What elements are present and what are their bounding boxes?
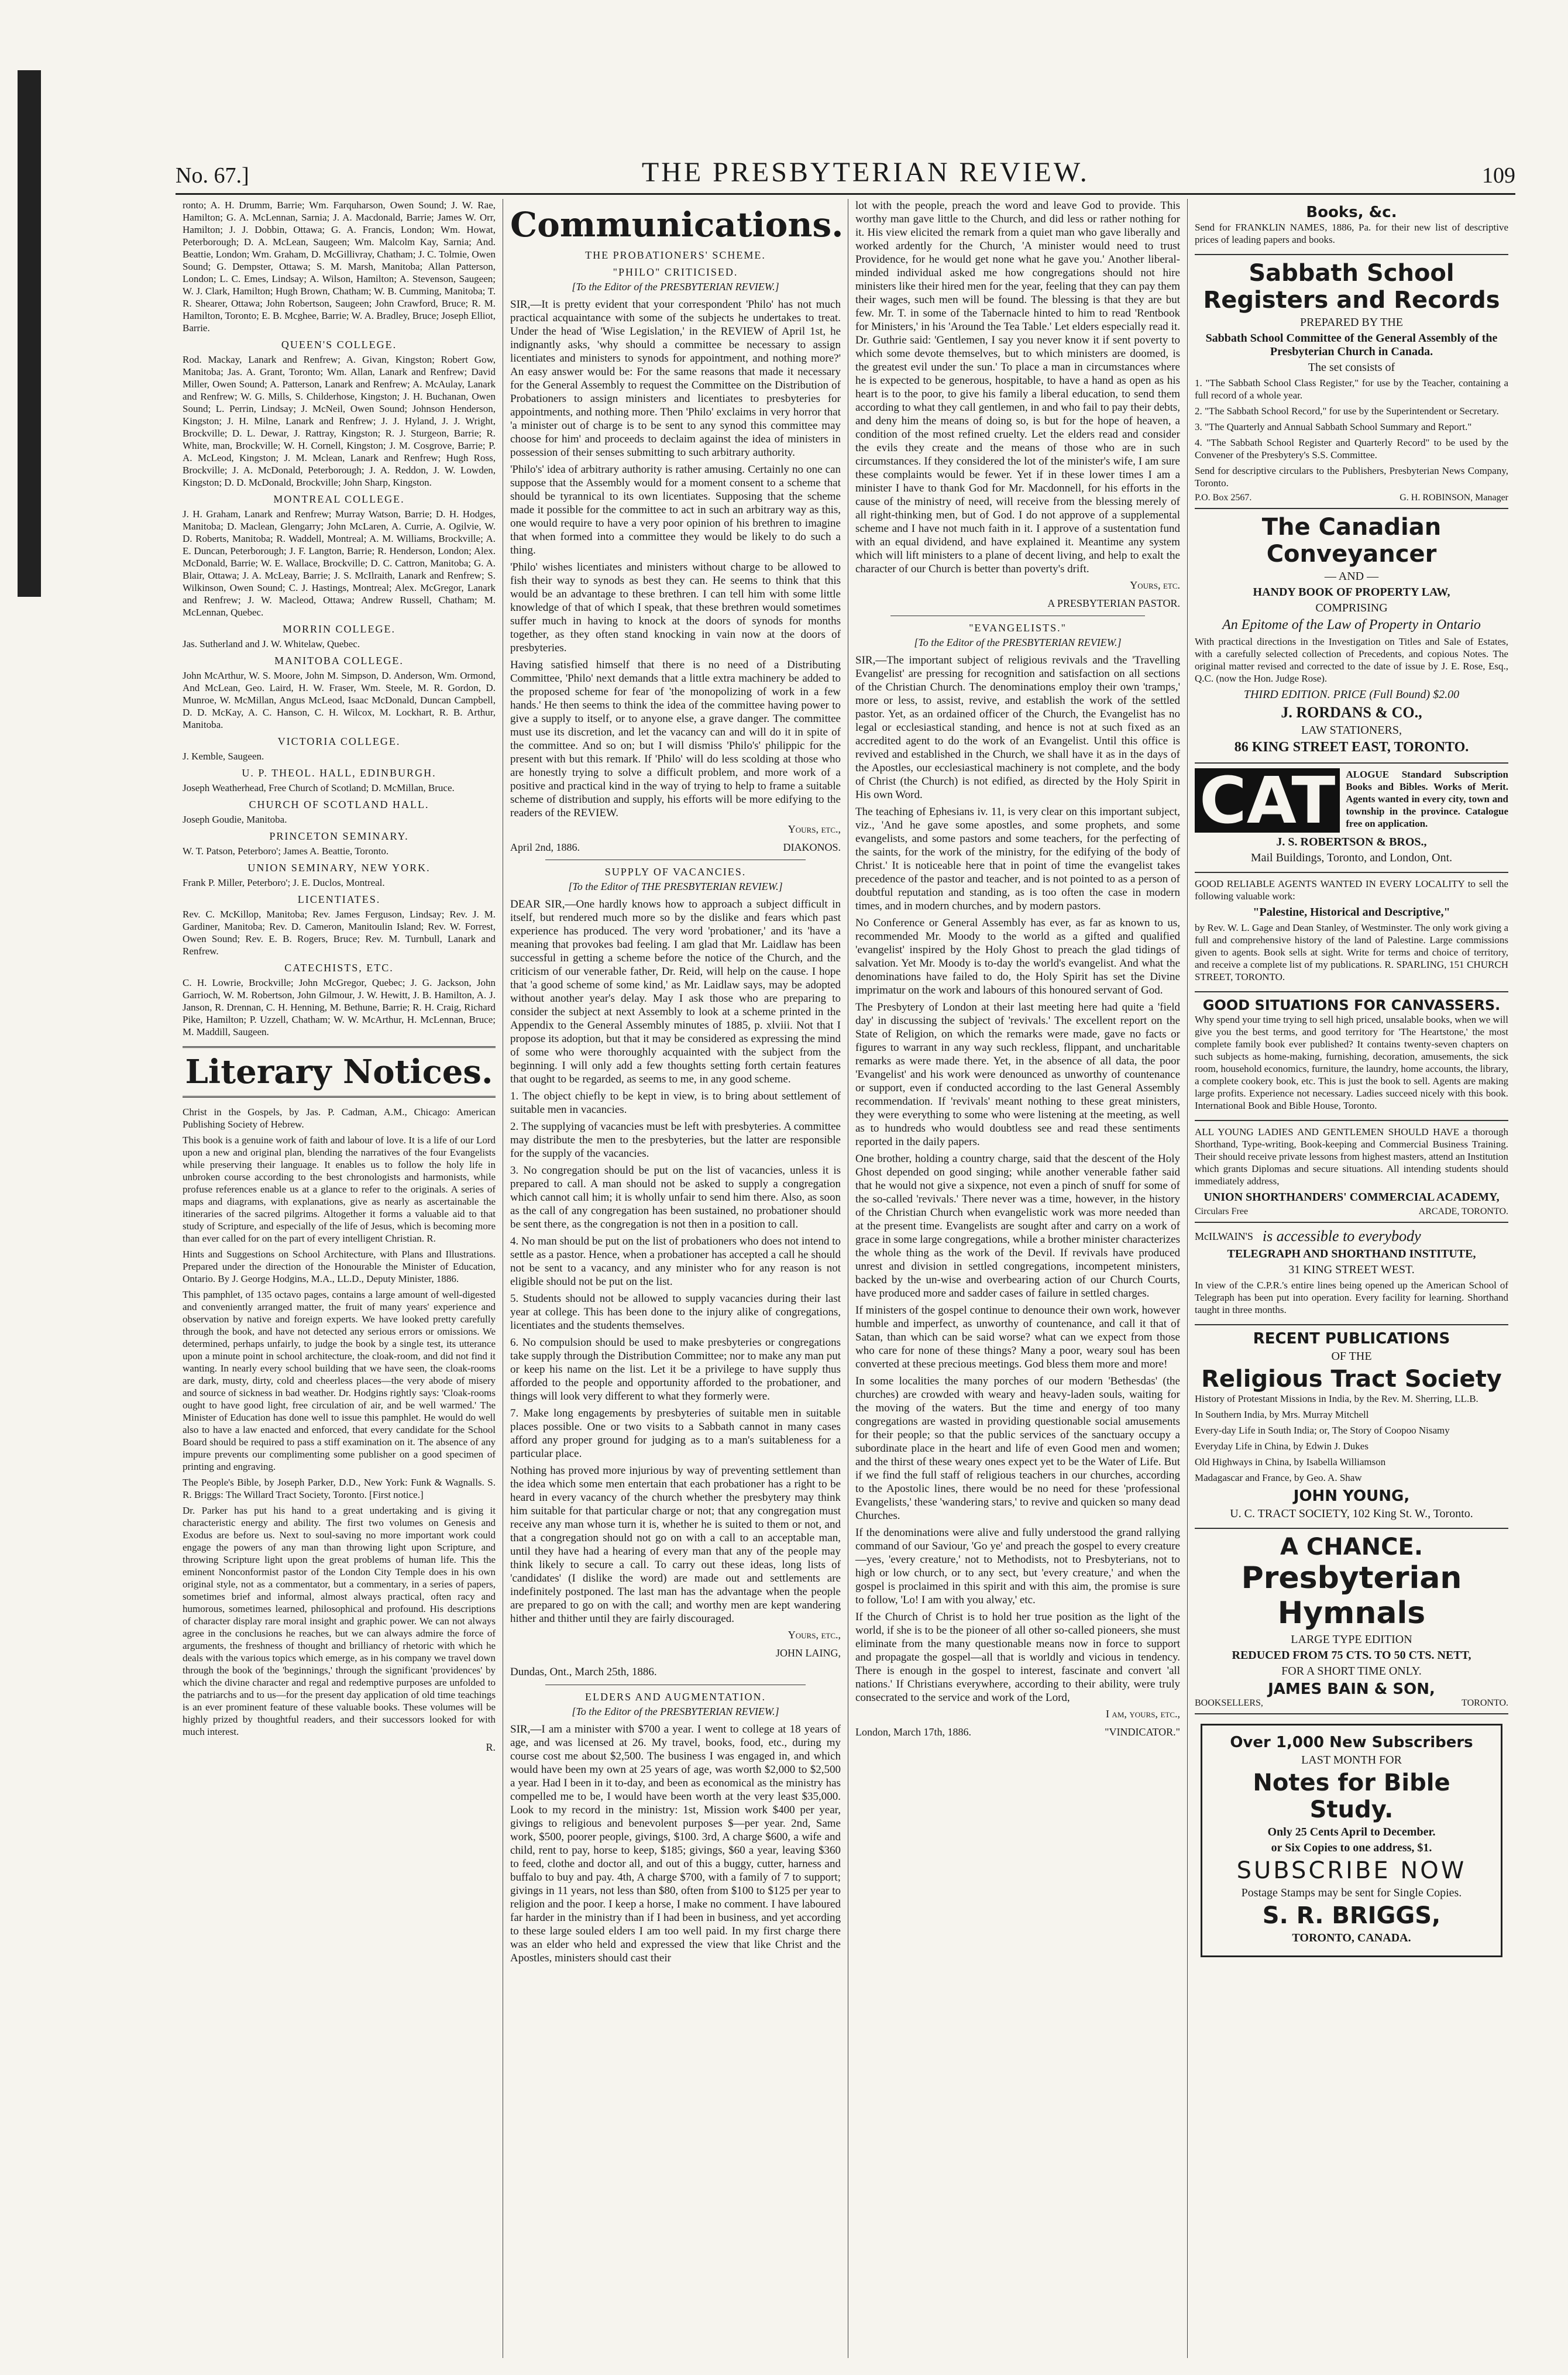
cc-epitome: An Epitome of the Law of Property in Ontario [1222,617,1481,633]
article-date: April 2nd, 1886. [510,841,580,853]
review-text: Dr. Parker has put his hand to a great undertaking and is giving it characteristic energy and ability. The first two volumes on Genesis and Exodus are before us. Next to soul-saving no more important work could engage the powers of any man than throwing light upon Scripture, and throwing Scripture light upon the great problems of human life. This the eminent Nonconformist pastor of the London City Temple does in his own original style, not as a commentator, but a commentary, in a series of papers, sometimes brief and informal, almost always practical, often racy and humorous, sometimes learned, philosophical and profound. His descriptions of character display rare moral insight and graphic power. We can not always agree in the conclusions he reaches, but we can always admire the force of arguments, the freshness of thought and brilliancy of rhetoric with which he deals with the various topics which emerge, as in his company we travel down through the book of the 'beginnings,' through the significant 'providences' by which the divine character and regal and redemptive purposes are unfolded to the patriarchs and to us—for the present day application of old time teachings is an ever prominent feature of these valuable books. These volumes will be highly prized by thoughtful readers, and their successors looked for with much interest. [183,1505,496,1737]
article-text: No Conference or General Assembly has ever, as far as known to us, recommended Mr. Moody to the world as a gifted and qualified 'evangelist' inspired by the Holy Ghost to preach the glad tidings of salvation. Yet Mr. Moody is to-day the world's evangelist. And what the denominations have failed to do, the Holy Spirit has set the Divine imprimatur on the work and labours of this honoured servant of God. [855,917,1180,996]
jy-name: JOHN YOUNG, [1293,1487,1410,1505]
catalogue-ad [1195,764,1508,873]
agents-title: GOOD RELIABLE AGENTS WANTED IN EVERY LOCALITY to sell the following valuable work: [1195,878,1508,902]
mc-body: In view of the C.P.R.'s entire lines being opened up the American School of Telegraph has been put into operation. Every facility for learning. Shorthand taught in three months. [1195,1280,1508,1315]
ph-large: LARGE TYPE EDITION [1291,1633,1412,1646]
hymnal-ad [1195,1529,1508,1714]
books-ad [1195,199,1508,255]
list-text: W. T. Patson, Peterboro'; James A. Beattie, Toronto. [183,845,389,857]
cc-edition: THIRD EDITION. PRICE (Full Bound) $2.00 [1243,688,1460,701]
article-subtitle: "PHILO" CRITICISED. [613,266,738,278]
box-postage: Postage Stamps may be sent for Single Copies. [1241,1886,1462,1899]
column-1 [176,199,503,2358]
ssr-prepared: PREPARED BY THE [1300,316,1403,329]
section-heading: LICENTIATES. [297,893,381,905]
agents-body: by Rev. W. L. Gage and Dean Stanley, of Westminster. The only work giving a full and comprehensive history of the land of Palestine. Large commissions given to agents. Book sells at sight. Write for terms and choice of territory, and receive a complete list of my publications. R. SPARLING, 151 CHURCH STREET, TORONTO. [1195,922,1508,982]
article-text: 4. No man should be put on the list of probationers who does not intend to settle as a pastor. Hence, when a probationer has accepted a call he should not be sent to a vacancy, and any minister who for any reason is not eligible should not be put on the list. [510,1235,841,1288]
gs-title: GOOD SITUATIONS FOR CANVASSERS. [1202,997,1501,1013]
list-text: C. H. Lowrie, Brockville; John McGregor, Quebec; J. G. Jackson, John Garrioch, W. M. Robertson, John Gilmour, J. W. Hewitt, J. B. Hamilton, A. J. Janson, R. Drennan, C. H. Henning, M. Bethune, Barrie; R. H. Craig, Richard Pike, Hamilton; P. Uzzell, Chatham; W. W. McArthur, H. McLennan, Bruce; M. Maddill, Saugeen. [183,977,496,1037]
gs-body: Why spend your time trying to sell high priced, unsalable books, when we will give you the best terms, and good territory for 'The Heartstone,' the most complete family book ever published? It contains twenty-seven chapters on such subjects as home-making, furnishing, decoration, amusements, the sick room, household economics, furniture, the laundry, home accounts, the library, a complete cookery book, etc. This is just the book to sell. Agents are making large profits. Experience not necessary. Ladies succeed nicely with this book. International Book and Bible House, Toronto. [1195,1014,1508,1111]
article-title: ELDERS AND AUGMENTATION. [584,1691,766,1703]
ssr-note: Send for descriptive circulars to the Publishers, Presbyterian News Company, Toronto. [1195,465,1508,489]
sabbath-school-ad [1195,255,1508,509]
article-title: SUPPLY OF VACANCIES. [604,866,747,878]
newspaper-page [176,158,1515,2358]
subscribers-box [1201,1724,1502,1957]
jy-address: U. C. TRACT SOCIETY, 102 King St. W., Toronto. [1230,1507,1473,1520]
article-text: DEAR SIR,—One hardly knows how to approach a subject difficult in itself, but rendered much more so by the dislike and fears which past experience has produced. The very word 'probationer,' and its 'have a meaning that provokes bad feeling. I am glad that Mr. Laidlaw has been successful in getting a scheme before the notice of the Church, and the criticism of our venerable father, Dr. Reid, will help on the cause. I hope that 'a good scheme of some kind,' as Mr. Laidlaw says, may be adopted without another year's delay. May I ask those who are preparing to consider the subject at next Assembly to look at a scheme printed in the Appendix to the General Assembly minutes of 1885, p. xlviii. Not that I propose its adoption, but that it may be considered as expressing the mind of some who were thoroughly acquainted with the subject from the beginning. I will only add a few thoughts setting forth certain features that ought to be regarded, as seems to me, in any good scheme. [510,898,841,1085]
list-text: ronto; A. H. Drumm, Barrie; Wm. Farquharson, Owen Sound; J. W. Rae, Hamilton; G. A. McLennan, Sarnia; J. A. Macdonald, Barrie; James W. Orr, Hamilton; J. J. Dobbin, Ottawa; G. A. Francis, London; Wm. Howat, Peterborough; D. A. McLean, Saugeen; Wm. Malcolm Kay, Sarnia; And. Beattie, London; Wm. Graham, D. McGillivray, Chatham; J. C. Tolmie, Owen Sound; G. Dempster, Ottawa; S. M. Marsh, Manitoba; Allan Patterson, London; L. C. Emes, Lindsay; A. Wilson, Hamilton; A. Stevenson, Saugeen; W. J. Clark, Hamilton; Hugh Brown, Chatham; W. B. Cumming, Manitoba; T. R. Shearer, Ottawa; John Robertson, Saugeen; John Crawford, Bruce; R. M. Hamilton, Toronto; E. B. Mcghee, Barrie; W. A. Bradley, Bruce; Joseph Elliot, Barrie. [183,200,496,334]
books-heading: Books, &c. [1306,204,1397,221]
section-heading: U. P. THEOL. HALL, EDINBURGH. [242,767,436,779]
article-text: One brother, holding a country charge, said that the descent of the Holy Ghost depended on good singing; while another venerable father said that he would not give a sixpence, not even a pinch of snuff for some of the so-called 'revivals.' There never was a time, however, in the history of the Christian Church when evangelistic work was more needed than at the present time. Evangelists are sought after and carry on a work of grace in some large congregations, while a brother minister characterizes the whole thing as the work of the Devil. If revivals have produced unrest and division in settled congregations, incompetent ministers, backed by the un-wise and overbearing action of our Church Courts, have produced more and sadder cases of failure in settled charges. [855,1153,1180,1300]
margin-binding-mark [18,70,41,597]
article-title: "EVANGELISTS." [969,622,1067,634]
ssr-title: Sabbath School Registers and Records [1203,260,1500,314]
canvassers-ad [1195,992,1508,1121]
box-last: LAST MONTH FOR [1301,1754,1402,1766]
review-signature: R. [486,1741,496,1753]
yl-footer [1195,1207,1508,1217]
mc-address: 31 KING STREET WEST. [1288,1263,1415,1276]
article-signature: JOHN LAING, [776,1647,841,1659]
catalogue-firm: J. S. ROBERTSON & BROS., [1276,836,1427,848]
article-text: If the Church of Christ is to hold her true position as the light of the world, if she is to be the pioneer of all other so-called pioneers, she must eliminate from the many questionable means now in force to support and propagate the gospel—all that is worldly and vicious in tendency. There is enough in the gospel to interest, fascinate and convert 'all nations.' If Christians everywhere, according to their ability, were truly consecrated to the service and work of the Lord, [855,1611,1180,1704]
catalogue-address: Mail Buildings, Toronto, and London, Ont. [1250,851,1453,864]
section-heading: UNION SEMINARY, NEW YORK. [247,862,431,874]
article-text: SIR,—The important subject of religious revivals and the 'Travelling Evangelist' are pressing for recognition and satisfaction on all sections of the Christian Church. The denominations employ their own 'tramps,' more or less, to assist, revive, and establish the work of the settled pastor. Yet, as an ordained officer of the Church, the Evangelist has no legal or ecclesiastical standing, and hence is not at such fixed as an accredited agent to do the work of an Evangelist. Until this office is revived and established in the Church, we shall have it as in the days of the Apostles, our ecclesiastical machinery is not complete, and the body of Christ (the Church) is not edified, as directed by the Holy Spirit in His own Word. [855,654,1180,801]
rt-item: Madagascar and France, by Geo. A. Shaw [1195,1472,1362,1483]
list-text: Jas. Sutherland and J. W. Whitelaw, Quebec. [183,638,360,649]
article-address: [To the Editor of the PRESBYTERIAN REVIEW.] [914,637,1122,648]
catalogue-text: ALOGUE Standard Subscription Books and Bibles. Works of Merit. Agents wanted in every city, town and township in the province. Catalogue free on application. [1346,769,1508,829]
telegraph-ad [1195,1223,1508,1325]
review-text: The People's Bible, by Joseph Parker, D.D., New York: Funk & Wagnalls. S. R. Briggs: The Willard Tract Society, Toronto. [First notice.] [183,1477,496,1500]
rt-item: History of Protestant Missions in India, by the Rev. M. Sherring, LL.B. [1195,1393,1478,1404]
article-text: SIR,—It is pretty evident that your correspondent 'Philo' has not much practical acquaintance with some of the subjects he undertakes to treat. Under the head of 'Wise Legislation,' in the REVIEW of April 1st, he indignantly asks, 'why should a committee be necessary to assign licentiates and ministers to synods for appointment, and nothing more?' An easy answer would be: For the same reasons that made it necessary for the General Assembly to request the Committee on the Distribution of Probationers to assign ministers and licentiates to presbyteries for appointments, and nothing more. Then 'Philo' exclaims in very horror that 'a minister out of charge is to be sent to any synod this committee may choose for him' and proceeds to declaim against the idea of ministers in possession of their senses submitting to such arbitrary authority. [510,298,841,459]
article-text: 1. The object chiefly to be kept in view, is to bring about settlement of suitable men in vacancies. [510,1090,841,1116]
box-notes: Notes for Bible Study. [1253,1769,1450,1823]
cc-publisher-2: LAW STATIONERS, [1301,724,1402,737]
list-text: J. Kemble, Saugeen. [183,751,264,762]
ssr-item: 2. "The Sabbath School Record," for use by the Superintendent or Secretary. [1195,405,1499,417]
mc-name: McILWAIN'S [1195,1230,1253,1242]
yl-foot-2: ARCADE, TORONTO. [1418,1207,1508,1216]
article-footer [855,1726,1180,1738]
article-text: 'Philo's' idea of arbitrary authority is rather amusing. Certainly no one can suppose that the Assembly would for a moment consent to a scheme that should be tyrannical to its own licentiates. Supposing that the scheme made it possible for the committee to act in such an arbitrary way as this, one would require to have a very poor opinion of his brethren to imagine that when formed into a committee they would be likely to do such a thing. [510,463,841,556]
article-text: If ministers of the gospel continue to denounce their own work, however humble and imperfect, as unworthy of countenance, and call it that of Satan, than which can be said worse? what can we expect from those who care for none of these things? Many a poor, weary soul has been converted at these precious meetings. God bless them more and more! [855,1304,1180,1370]
article-footer [510,841,841,854]
box-price: Only 25 Cents April to December. [1267,1826,1436,1838]
list-text: Rod. Mackay, Lanark and Renfrew; A. Givan, Kingston; Robert Gow, Manitoba; Jas. A. Grant, Toronto; Wm. Allan, Lanark and Renfrew; David Miller, Owen Sound; A. Patterson, Lanark and Renfrew; A. McAulay, Lanark and Renfrew; W. G. Mills, S. Childerhose, Kingston; J. H. Buchanan, Owen Sound; L. Perrin, Lindsay; J. McNeil, Owen Sound; Johnson Henderson, Kingston; J. H. Milne, Lanark and Renfrew; J. J. Hyland, J. J. Wright, Brockville; D. L. Dewar, J. Rattray, Kingston; R. J. Sturgeon, Barrie; R. White, man, Brockville; W. H. Cornell, Kingston; J. M. Cosgrove, Barrie; P. A. McLeod, Kingston; J. M. Mclean, Lanark and Renfrew; Hugh Ross, Brockville; J. A. McDonald, Peterborough; J. A. Reddon, J. W. Lowden, Kingston; D. D. McDonald, Brockville; John Sharp, Kingston. [183,354,496,488]
list-text: Joseph Weatherhead, Free Church of Scotland; D. McMillan, Bruce. [183,782,455,793]
mc-header [1195,1228,1508,1245]
masthead-title: THE PRESBYTERIAN REVIEW. [641,157,1089,188]
article-date: London, March 17th, 1886. [855,1726,971,1738]
section-heading: QUEEN'S COLLEGE. [281,339,397,350]
section-heading: CATECHISTS, ETC. [284,962,394,974]
box-subscribe: SUBSCRIBE NOW [1236,1857,1467,1884]
yl-title: ALL YOUNG LADIES AND GENTLEMEN SHOULD HAVE a thorough Shorthand, Type-writing, Book-keeping and Commercial Business Training. Their should receive private lessons from highest masters, attend an Institution which grants Diplomas and secure situations. All intending students should immediately address, [1195,1126,1508,1187]
ssr-item: 1. "The Sabbath School Class Register," for use by the Teacher, containing a full record of a whole year. [1195,377,1508,401]
box-top: Over 1,000 New Subscribers [1230,1734,1473,1751]
cc-body: With practical directions in the Investigation on Titles and Sale of Estates, with a carefully selected collection of Precedents, and copious Notes. The original matter revised and corrected to the date of issue by J. E. Rose, Esq., Q.C. (now the Hon. Judge Rose). [1195,636,1508,684]
rt-item: Old Highways in China, by Isabella Williamson [1195,1456,1386,1467]
article-text: Having satisfied himself that there is no need of a Distributing Committee, 'Philo' next demands that a little extra machinery be added to the proposed scheme for fear of 'the monopolizing of work in a few hands.' He then seems to think the idea of the committee having power to give a supply to itself, or to anyone else, a grave danger. The committee must use its discretion, and let the vacancy can and will do it in spite of the committee. And so on; but I will dismiss 'Philo's' philippic for the present with but this remark. If 'Philo' will do less scolding at those who are honestly trying to solve a difficult problem, and more work of a positive and practical kind in the way of trying to help to frame a suitable scheme of distribution and supply, his efforts will be more edifying to the readers of the REVIEW. [510,659,841,819]
article-signature: A PRESBYTERIAN PASTOR. [1047,597,1180,609]
column-2 [503,199,848,2358]
literary-notices-heading: Literary Notices. [183,1046,496,1098]
ssr-set: The set consists of [1308,361,1395,374]
article-closing: Yours, etc., [788,823,841,835]
rt-item: In Southern India, by Mrs. Murray Mitchell [1195,1409,1369,1420]
article-closing: I am, yours, etc., [1105,1708,1180,1720]
agents-ad [1195,873,1508,992]
article-text: 7. Make long engagements by presbyteries of suitable men in suitable places possible. One or two visits to a Sabbath cannot in many cases afford any proper ground for judging as to a man's suitableness for a particular place. [510,1407,841,1460]
review-text: This pamphlet, of 135 octavo pages, contains a large amount of well-digested and conveniently arranged matter, the fruit of many years' experience and observation by native and foreign experts. We have looked pretty carefully through the book, and have not detected any serious errors or omissions. We determined, perhaps unfairly, to judge the book by a single test, its utterance upon a minute point in school architecture, the cloak-room, and did not find it wanting. In nearly every school building that we have seen, the cloak-rooms are dark, musty, dirty, cold and cheerless places—the very abode of misery and source of sickness in bad weather. Dr. Hodgins rightly says: 'Cloak-rooms ought to have good light, free circulation of air, and be well warmed.' The Minister of Education has done well to issue this pamphlet. He would do well also to have a law enacted and enforced, that every candidate for the School Board should be required to pass a stiff examination on it. The absence of any impure prevents our complimenting some publisher on a good specimen of printing and engraving. [183,1289,496,1472]
mc-title: TELEGRAPH AND SHORTHAND INSTITUTE, [1227,1247,1476,1260]
list-text: John McArthur, W. S. Moore, John M. Simpson, D. Anderson, Wm. Ormond, And McLean, Geo. Laird, H. W. Fraser, Wm. Steele, M. R. Gordon, D. Munroe, W. McMillan, Angus McLeod, Isaac McDonald, Duncan Campbell, D. D. McKay, A. C. Hanson, C. H. Wilcox, M. Lockhart, R. B. Arthur, Manitoba. [183,670,496,730]
article-text: The teaching of Ephesians iv. 11, is very clear on this important subject, viz., 'And he gave some apostles, and some prophets, and some evangelists, and some pastors and some teachers, for the perfecting of the saints, for the work of the ministry, for the edifying of the body of Christ.' It is noticeable here that in point of time the evangelist takes precedence of the pastor and teacher, and is not pointed to as a person of doubtful reputation and standing, as is too often the case in modern times, and in modern churches, and by modern pastors. [855,806,1180,912]
ssr-sign: G. H. ROBINSON, Manager [1399,493,1508,503]
rt-item: Everyday Life in China, by Edwin J. Dukes [1195,1441,1368,1452]
page-number: 109 [1482,163,1515,188]
article-closing: Yours, etc., [788,1629,841,1641]
issue-number: No. 67.] [176,163,249,188]
section-heading: MANITOBA COLLEGE. [274,655,404,666]
ssr-item: 4. "The Sabbath School Register and Quarterly Record" to be used by the Convener of the Presbytery's S.S. Committee. [1195,437,1508,460]
jb-footer [1195,1698,1508,1709]
article-address: [To the Editor of the PRESBYTERIAN REVIEW.] [572,281,779,293]
ssr-by: Sabbath School Committee of the General Assembly of the Presbyterian Church in Canada. [1205,332,1498,358]
conveyancer-ad [1195,509,1508,764]
cc-sub: HANDY BOOK OF PROPERTY LAW, [1253,586,1450,599]
box-price-2: or Six Copies to one address, $1. [1271,1841,1432,1854]
section-heading: VICTORIA COLLEGE. [277,735,401,747]
list-text: Rev. C. McKillop, Manitoba; Rev. James Ferguson, Lindsay; Rev. J. M. Gardiner, Manitoba; Rev. D. Cameron, Manitoulin Island; Rev. W. Forrest, Owen Sound; Rev. E. B. Rogers, Bruce; Rev. M. Turnbull, Lanark and Renfrew. [183,909,496,957]
article-text: Nothing has proved more injurious by way of preventing settlement than the idea which some men entertain that each probationer has a right to be heard in every vacancy of the church whether the presbytery may think him suitable for that particular charge or not; that any congregation must receive any man whose turn it is, whether he is suited to them or not, and that a congregation should not go on with a call to an acceptable man, until they have had a hearing of every man that any of the people may think likely to secure a call. To carry out these ideas, long lists of 'candidates' (I dislike the word) are made out and settlements are indefinitely postponed. The last man has the advantage when the people are prepared to go on with the call; and worthy men are kept wandering hither and thither until they are fairly discouraged. [510,1465,841,1625]
communications-heading: Communications. [510,205,844,245]
jb-sub: BOOKSELLERS, [1195,1698,1263,1708]
ph-short: FOR A SHORT TIME ONLY. [1281,1665,1422,1678]
page-header [176,158,1515,195]
ssr-item: 3. "The Quarterly and Annual Sabbath School Summary and Report." [1195,421,1472,432]
cc-and: — AND — [1324,570,1379,583]
catalogue-box [1195,763,1508,838]
list-text: Joseph Goudie, Manitoba. [183,814,287,825]
column-4-advertisements [1188,199,1515,2358]
cc-address: 86 KING STREET EAST, TORONTO. [1234,740,1469,755]
article-text: 2. The supplying of vacancies must be left with presbyteries. A committee may distribute the men to the presbyteries, but the latter are responsible for the supply of the vacancies. [510,1121,841,1160]
yl-foot: Circulars Free [1195,1207,1249,1216]
rp-title: RECENT PUBLICATIONS [1253,1330,1450,1348]
article-date: Dundas, Ont., March 25th, 1886. [510,1666,657,1678]
box-firm: S. R. BRIGGS, [1262,1902,1441,1929]
yl-union: UNION SHORTHANDERS' COMMERCIAL ACADEMY, [1203,1191,1500,1204]
article-signature: "VINDICATOR." [1105,1726,1180,1738]
cc-comprising: COMPRISING [1315,602,1388,614]
article-signature: DIAKONOS. [783,841,841,853]
ssr-box: P.O. Box 2567. [1195,493,1252,503]
rt-title: Religious Tract Society [1201,1366,1502,1393]
review-text: Christ in the Gospels, by Jas. P. Cadman, A.M., Chicago: American Publishing Society of Hebrew. [183,1106,496,1130]
rt-item: Every-day Life in South India; or, The Story of Coopoo Nisamy [1195,1425,1450,1436]
review-text: This book is a genuine work of faith and labour of love. It is a life of our Lord upon a new and original plan, blending the narratives of the four Evangelists while preserving their language. It enables us to follow the holy life in unbroken course according to the best chronologists and harmonists, while profuse references enable us at a glance to refer to the originals. A series of maps and diagrams, with explanations, give as nearly as ascertainable the itineraries of the sacred pilgrims. Altogether it forms a valuable aid to that study of Scripture, and especially of the life of Jesus, which is becoming more than ever called for on the part of every intelligent Christian. R. [183,1135,496,1244]
tract-society-ad [1195,1325,1508,1529]
ph-reduced: REDUCED FROM 75 CTS. TO 50 CTS. NETT, [1232,1649,1471,1662]
books-note: Send for FRANKLIN NAMES, 1886, Pa. for their new list of descriptive prices of leading papers and books. [1195,222,1508,245]
column-3 [848,199,1188,2358]
article-address: [To the Editor of the PRESBYTERIAN REVIEW.] [572,1706,779,1717]
section-heading: PRINCETON SEMINARY. [269,830,409,842]
article-text: In some localities the many porches of our modern 'Bethesdas' (the churches) are crowded with weary and heavy-laden souls, waiting for the moving of the waters. But the time and energy of too many congregations are wasted in providing questionable social amusements for their people; so that the public services of the sanctuary occupy a subordinate place in the heart and life of even Good men and women; and the thirst of these weary ones expect yet to be the Water of Life. But if we find the full staff of religious teachers in our churches, according to the Apostolic lines, there would be no need for these 'professional Evangelists,' these 'wandering stars,' to revive and quicken so many dead Churches. [855,1375,1180,1522]
jb-name: JAMES BAIN & SON, [1268,1680,1435,1698]
article-text: 5. Students should not be allowed to supply vacancies during their last year at college. This has been done to the injury alike of congregations, licentiates and the students themselves. [510,1293,841,1332]
ch-title: A CHANCE. [1280,1534,1423,1561]
list-text: J. H. Graham, Lanark and Renfrew; Murray Watson, Barrie; D. H. Hodges, Manitoba; D. Maclean, Glengarry; John McLaren, A. Currie, A. Ogilvie, W. D. Roberts, Manitoba; R. Waddell, Montreal; A. M. Williams, Brockville; A. E. Duncan, Peterborough; J. F. Langton, Barrie; R. Henderson, London; Alex. McDonald, Barrie; W. E. Wallace, Brockville; D. C. Cattron, Manitoba; G. A. Blair, Ottawa; J. A. McLeay, Barrie; J. S. McIlraith, Lanark and Renfrew; S. Wilkinson, Owen Sound; C. J. Hastings, Montreal; Alex. McGregor, Lanark and Renfrew; J. W. Macleod, Ottawa; Andrew Russell, Chatham; M. McLennan, Quebec. [183,508,496,618]
shorthand-ad [1195,1121,1508,1223]
cc-publisher: J. RORDANS & CO., [1281,704,1422,721]
agents-book: "Palestine, Historical and Descriptive," [1253,906,1450,919]
article-text: 3. No congregation should be put on the list of vacancies, unless it is prepared to call. A man should not be asked to supply a congregation which cannot call him; it is wholly unfair to send him there. Also, as soon as the call of any congregation has been sustained, no probationer should be sent there, as the congregation is not then in a position to call. [510,1164,841,1231]
box-city: TORONTO, CANADA. [1292,1931,1411,1944]
article-closing: Yours, etc. [1130,579,1180,591]
section-heading: MONTREAL COLLEGE. [273,493,405,505]
section-heading: CHURCH OF SCOTLAND HALL. [249,799,429,810]
article-text: SIR,—I am a minister with $700 a year. I went to college at 18 years of age, and was licensed at 26. My travel, books, food, etc., during my course cost me about $2,500. The business I was engaged in, and which would have been my own at 25 years of age, was worth $2,000 to $2,500 a year. Had I been in it to-day, and been as economical as the ministry has compelled me to be, I would have been worth at the very least $35,000. Look to my record in the ministry: 1st, Mission work $400 per year, givings to religious and benevolent purposes $—per year. 2nd, Same work, $500, poorer people, givings, $100. 3rd, A charge $600, a wife and child, rent to pay, horse to keep, $185; givings, $60 a year, leaving $360 to feed, clothe and doctor all, and out of this a buggy, cutter, harness and buffalo to buy and pay. 4th, A charge $700, with a family of 7 to support; givings in 11 years, not less than $80, often from $100 to $125 per year to religion and the poor. I keep a horse, I make no comment. I have laboured far harder in the ministry than if I had been in business, and yet according to these large souled elders I am too well paid. In my first charge there was an elder who held and expressed the view that like Christ and the Apostles, ministers should cast their [510,1723,841,1964]
list-text: Frank P. Miller, Peterboro'; J. E. Duclos, Montreal. [183,877,385,888]
article-text: 6. No compulsion should be used to make presbyteries or congregations take supply through the Distribution Committee; nor to make any man put or keep his name on the list. Let it be a privilege to have supply thus afforded to the people and opportunity afforded to the probationer, and things will look very different to what they formerly were. [510,1336,841,1403]
columns [176,199,1515,2358]
article-title: THE PROBATIONERS' SCHEME. [585,249,766,261]
ssr-footer [1195,493,1508,503]
cc-title: The Canadian Conveyancer [1261,514,1442,568]
article-text: If the denominations were alive and fully understood the grand rallying command of our Saviour, 'Go ye' and preach the gospel to every creature—yes, 'every creature,' not to Methodists, not to Presbyterians, not to high or low church, or to any sect, but 'every creature,' and when the gospel is proclaimed in this spirit and with this aim, the promise is sure to follow, 'Lo! I am with you alway,' etc. [855,1527,1180,1606]
ph-title: Presbyterian Hymnals [1241,1561,1462,1631]
jb-city: TORONTO. [1462,1698,1508,1708]
rp-of: OF THE [1331,1350,1372,1363]
catalogue-initial: CAT [1195,768,1340,833]
article-address: [To the Editor of THE PRESBYTERIAN REVIEW.] [568,881,783,892]
article-text: The Presbytery of London at their last meeting here had quite a 'field day' in discussing the subject of 'revivals.' The excellent report on the State of Religion, on which the remarks were made, gave no facts or figures to warrant in any way such reckless, flippant, and uncharitable remarks as were made there. Yet, in the absence of all data, the poor 'Evangelist' and his work were denounced as unworthy of countenance or support, even if conducted according to the last General Assembly recommendation. If 'revivals' meant nothing to these great ministers, they were everything to some who were listening at the meeting, as well as to hundreds who would doubtless see and read these sentiments reported in the daily papers. [855,1001,1180,1148]
section-heading: MORRIN COLLEGE. [283,623,396,635]
mc-script: is accessible to everybody [1262,1228,1421,1245]
review-text: Hints and Suggestions on School Architecture, with Plans and Illustrations. Prepared under the direction of the Honourable the Minister of Education, Ontario. By J. George Hodgins, M.A., LL.D., Deputy Minister, 1886. [183,1249,496,1284]
article-text: 'Philo' wishes licentiates and ministers without charge to be allowed to fish their way to synods as best they can. He seems to think that this would be an advantage to these brethren. I can tell him with some little knowledge of that of which I speak, that these brethren would sometimes suffer much in having to knock at the doors of synods for months together, as they often stand knocking in vain now at the doors of presbyteries. [510,561,841,654]
article-text: lot with the people, preach the word and leave God to provide. This worthy man gave little to the Church, and did less or rather nothing for it. His view elicited the remark from a quiet man who gave liberally and worked ardently for the Church, 'A minister would need to trust Providence, for he would get none what he gave you.' Another liberal-minded individual asked me how congregations should not hire ministers like their hired men for the year, feeling that they can pay them their wages, such men will be found. The blessing is that they are but few. Mr. T. in some of the Tabernacle hinted to him to read 'Rentbook for Ministers,' in his 'Around the Tea Table.' Let elders especially read it. Dr. Guthrie said: 'Gentlemen, I say you never know it if sent poverty to which some devote themselves, but to which ministers are doomed, is the greatest evil under the sun.' To place a man in circumstances where he is expected to be generous, hospitable, to have a hand as open as his heart is to the poor, to give his family a liberal education, to send them according to what they call gentlemen, in and who fail to pay their debts, and deny him the means of doing so, is but for the hope of heaven, a condition of the most refined cruelty. Let the elders read and consider the evils they create and the means of those who are in such circumstances. If they considered the lot of the minister's wife, I am sure these complaints would be fewer. Yet if in these lower times I am a minister I have to thank God for Mr. Macdonnell, for his efforts in the cause of the ministry of need, will receive from the blessing merely of all right-thinking men, but of God. I do not approve of a supplemental scheme and I have not much faith in it. I approve of a sustentation fund with an equal dividend, and have explained it. Meantime any system which will lift ministers to a plane of decent living, and help to exalt the character of our Church is better than poverty's drift. [855,200,1180,575]
